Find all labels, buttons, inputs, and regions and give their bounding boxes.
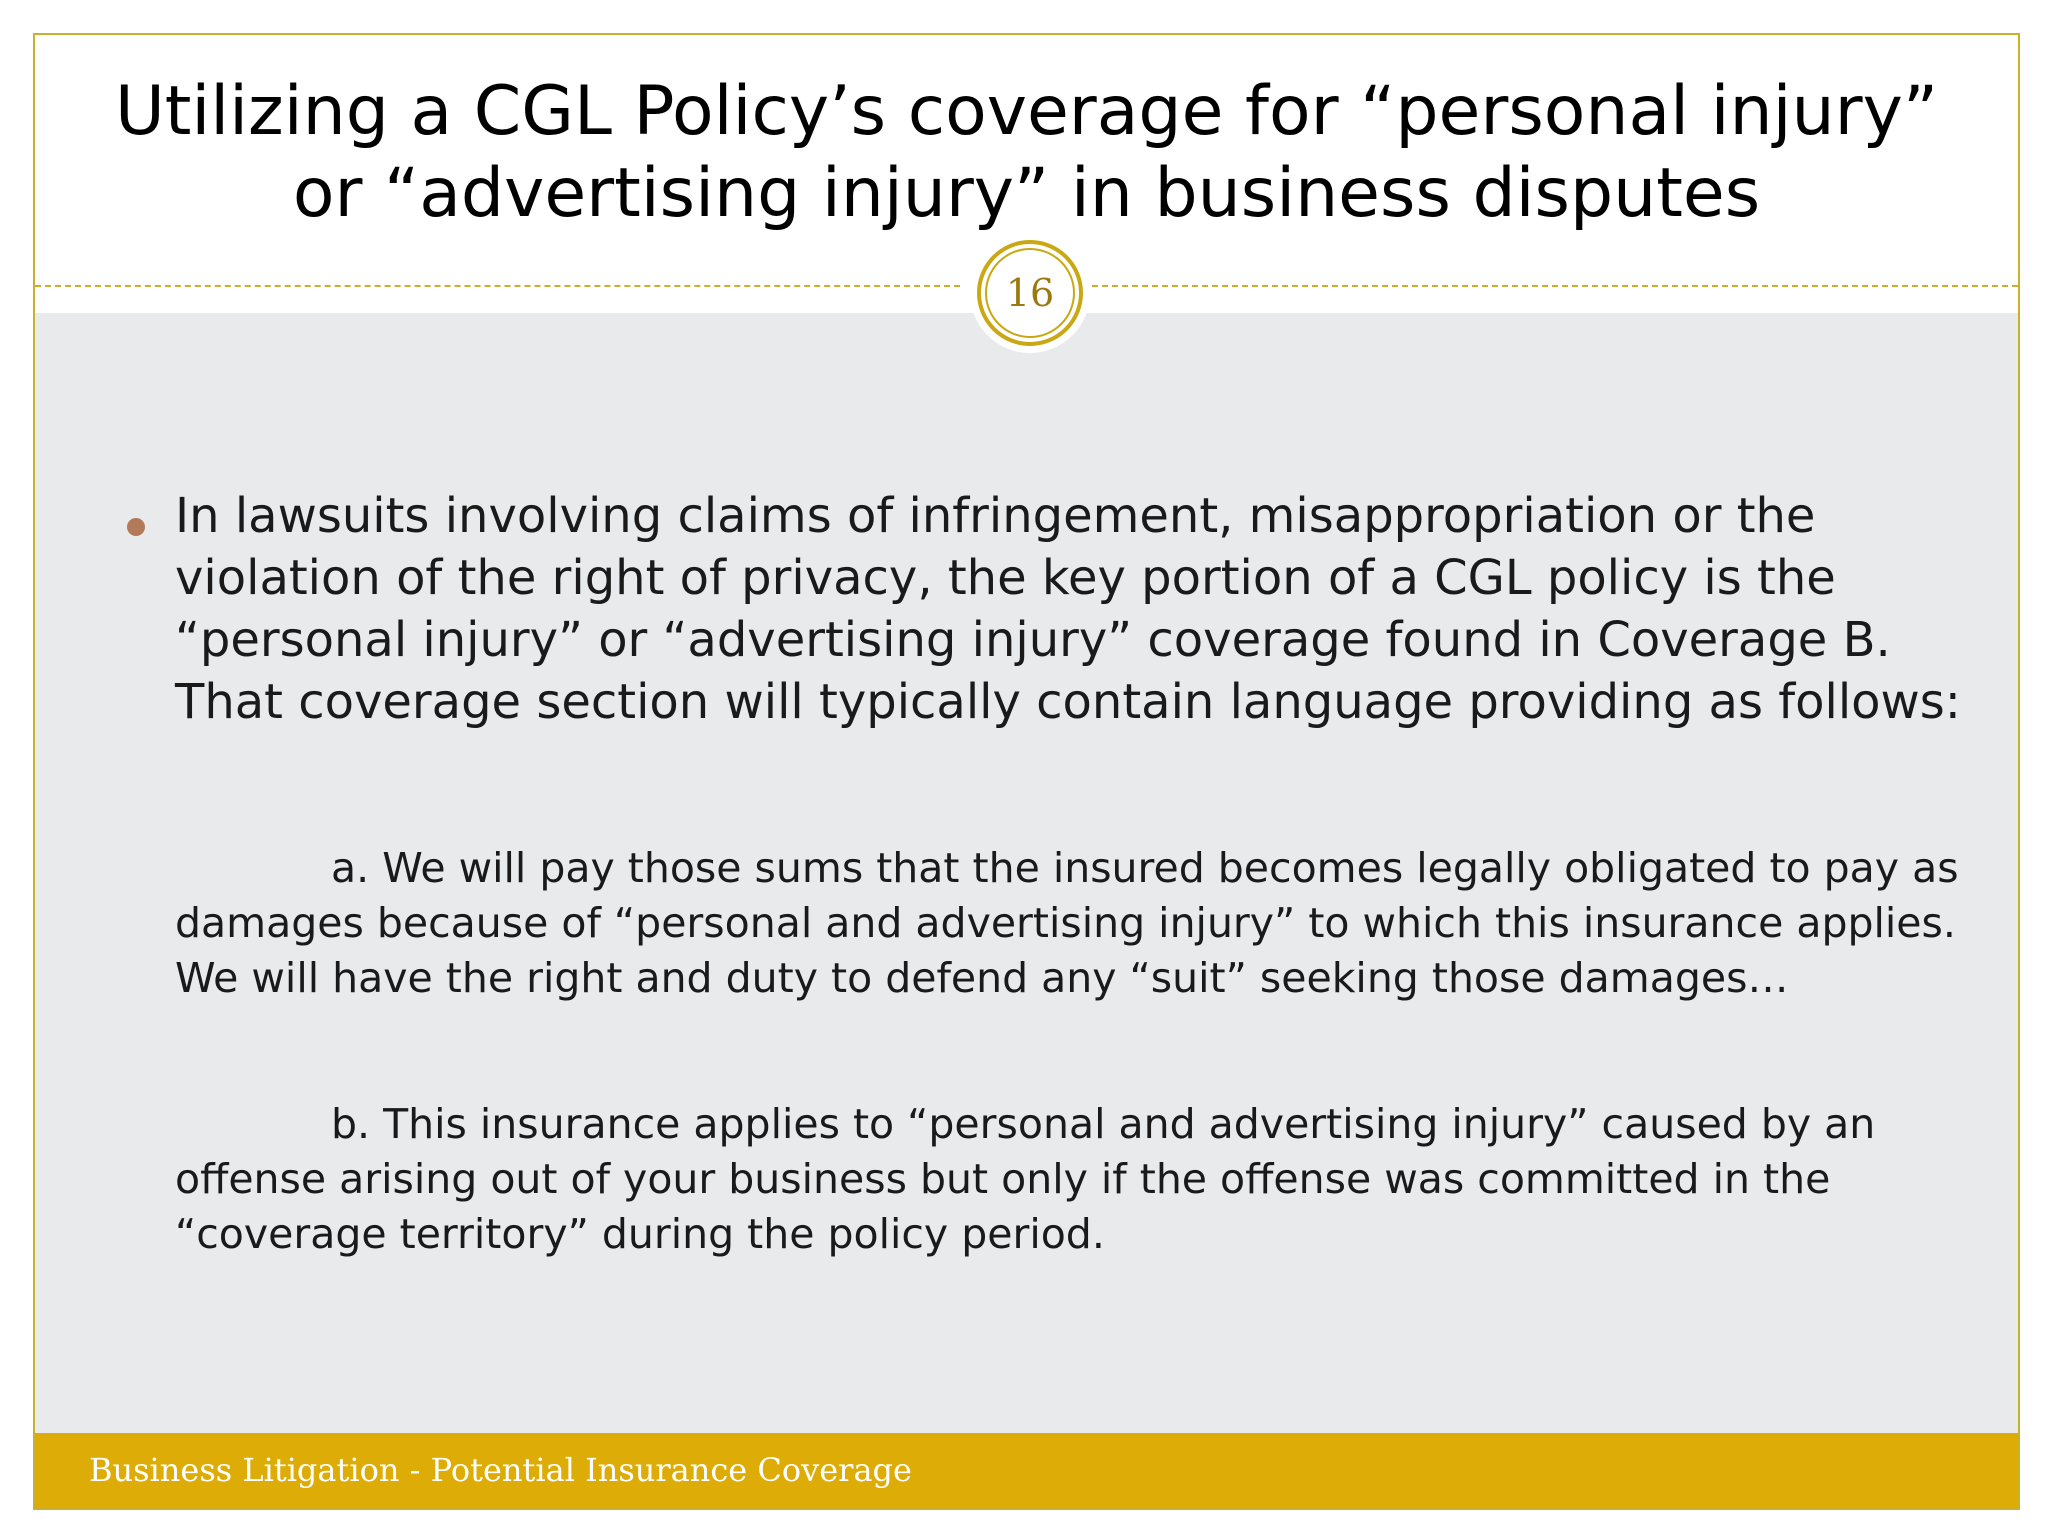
- footer-text: Business Litigation - Potential Insurance Coverage: [89, 1451, 912, 1489]
- slide-title: [75, 71, 1978, 235]
- policy-quote-b-text: b. This insurance applies to “personal and advertising injury” caused by an offense arising out of your business but only if the offense was committed in the “coverage territory” during the policy period.: [175, 1100, 1876, 1258]
- footer-bar: [35, 1433, 2018, 1508]
- bullet-item: [89, 485, 1969, 733]
- page-number-badge: [977, 240, 1083, 346]
- policy-quote-a-text: a. We will pay those sums that the insured becomes legally obligated to pay as damages because of “personal and advertising injury” to which this insurance applies. We will have the right and duty to defend any “suit” seeking those damages…: [175, 844, 1959, 1002]
- title-divider-left: [35, 285, 960, 287]
- slide: [33, 33, 2020, 1510]
- page-number: 16: [1005, 271, 1055, 315]
- policy-quote-a: [175, 841, 1995, 1006]
- policy-quote-b: [175, 1097, 1995, 1262]
- bullet-text: In lawsuits involving claims of infringement, misappropriation or the violation of the right of privacy, the key portion of a CGL policy is the “personal injury” or “advertising injury” coverage found in Coverage B. That coverage section will typically contain language providing as follows:: [175, 488, 1961, 730]
- page-number-badge-ring: [985, 248, 1075, 338]
- slide-title-line-1: Utilizing a CGL Policy’s coverage for “personal injury”: [114, 72, 1939, 151]
- bullet-dot-icon: [127, 518, 145, 536]
- title-divider-right: [1092, 285, 2018, 287]
- slide-title-line-2: or “advertising injury” in business disputes: [292, 154, 1761, 233]
